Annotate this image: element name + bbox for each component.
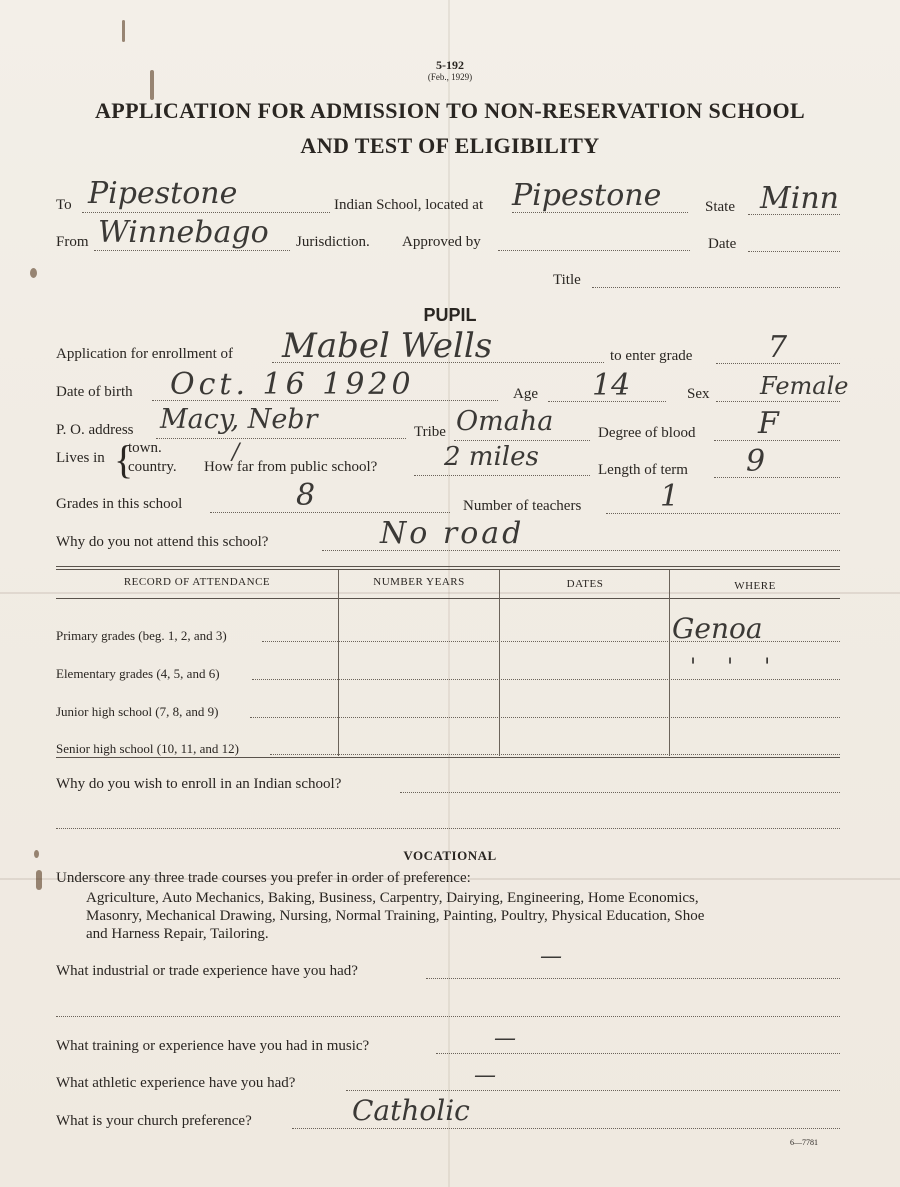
to-value: Pipestone — [88, 176, 238, 211]
form-revision: (Feb., 1929) — [427, 72, 473, 82]
lives-brace: { — [114, 437, 134, 482]
courses-line-3: and Harness Repair, Tailoring. — [86, 926, 269, 942]
courses-line-1: Agriculture, Auto Mechanics, Baking, Business, Carpentry, Dairying, Engineering, Home Economics, — [86, 890, 699, 906]
church-label: What is your church preference? — [56, 1113, 252, 1129]
music-label: What training or experience have you had in music? — [56, 1038, 370, 1054]
table-top-rule — [56, 566, 840, 567]
row-primary-where: Genoa — [672, 612, 763, 645]
to-label: To — [56, 197, 72, 213]
from-value: Winnebago — [98, 215, 269, 250]
why-not-value: No road — [380, 516, 525, 551]
table-column-divider — [499, 570, 500, 756]
dob-value: Oct. 16 1920 — [170, 367, 415, 402]
header-years: NUMBER YEARS — [373, 576, 465, 588]
courses-line-2: Masonry, Mechanical Drawing, Nursing, Normal Training, Painting, Poultry, Physical Education, Shoe — [86, 908, 705, 924]
form-title-line1: APPLICATION FOR ADMISSION TO NON-RESERVATION SCHOOL — [94, 98, 806, 123]
po-label: P. O. address — [56, 422, 134, 438]
industrial-line[interactable] — [426, 978, 840, 979]
vocational-heading: VOCATIONAL — [403, 848, 497, 863]
sex-label: Sex — [687, 386, 710, 402]
po-line[interactable] — [156, 438, 406, 439]
grade-label: to enter grade — [610, 348, 693, 364]
footer-code: 6—7781 — [790, 1138, 818, 1147]
why-enroll-label: Why do you wish to enroll in an Indian school? — [56, 776, 342, 792]
why-not-label: Why do you not attend this school? — [56, 534, 269, 550]
header-record: RECORD OF ATTENDANCE — [123, 576, 271, 588]
grades-value: 8 — [296, 478, 316, 513]
row-junior-label: Junior high school (7, 8, and 9) — [56, 704, 219, 719]
term-line[interactable] — [714, 477, 840, 478]
dob-label: Date of birth — [56, 384, 133, 400]
from-label: From — [56, 234, 89, 250]
town-mark: / — [232, 440, 240, 465]
music-line[interactable] — [436, 1053, 840, 1054]
howfar-value: 2 miles — [444, 442, 539, 472]
country-label: country. — [128, 459, 177, 475]
music-value: — — [494, 1026, 516, 1051]
form-title-line2: AND TEST OF ELIGIBILITY — [300, 133, 600, 158]
athletic-line[interactable] — [346, 1090, 840, 1091]
row-elementary-label: Elementary grades (4, 5, and 6) — [56, 666, 220, 681]
age-value: 14 — [592, 368, 631, 403]
fold-crease — [0, 592, 900, 594]
row-elementary-where: ' ' ' — [690, 655, 783, 680]
lives-label: Lives in — [56, 450, 105, 466]
approved-line[interactable] — [498, 250, 690, 251]
athletic-value: — — [474, 1063, 496, 1088]
tribe-line[interactable] — [454, 440, 590, 441]
tribe-label: Tribe — [414, 424, 446, 440]
vocational-instruction: Underscore any three trade courses you prefer in order of preference: — [56, 870, 471, 886]
ink-mark — [150, 70, 154, 100]
industrial-line-2[interactable] — [56, 1016, 840, 1017]
title-line[interactable] — [592, 287, 840, 288]
ink-mark — [36, 870, 42, 890]
state-label: State — [705, 199, 735, 215]
grade-value: 7 — [768, 330, 788, 365]
church-value: Catholic — [352, 1094, 470, 1127]
table-header-rule — [56, 598, 840, 599]
title-label: Title — [553, 272, 581, 288]
age-label: Age — [513, 386, 538, 402]
town-label: town. — [128, 440, 162, 456]
approved-label: Approved by — [402, 234, 481, 250]
grades-line[interactable] — [210, 512, 450, 513]
form-number: 5-192 — [436, 58, 464, 72]
teachers-label: Number of teachers — [463, 498, 582, 514]
sex-value: Female — [760, 372, 849, 400]
blood-label: Degree of blood — [598, 425, 696, 441]
table-top-rule — [56, 569, 840, 570]
date-label: Date — [708, 236, 737, 252]
name-value: Mabel Wells — [282, 326, 493, 366]
row-junior-line[interactable] — [250, 717, 840, 718]
industrial-value: — — [540, 944, 562, 969]
athletic-label: What athletic experience have you had? — [56, 1075, 296, 1091]
row-senior-line[interactable] — [270, 754, 840, 755]
why-enroll-line[interactable] — [400, 792, 840, 793]
teachers-value: 1 — [660, 479, 680, 514]
pupil-heading: PUPIL — [423, 305, 477, 325]
state-value: Minn — [760, 181, 839, 216]
school-label: Indian School, located at — [334, 197, 484, 213]
row-primary-label: Primary grades (beg. 1, 2, and 3) — [56, 628, 227, 643]
industrial-label: What industrial or trade experience have you had? — [56, 963, 358, 979]
row-senior-label: Senior high school (10, 11, and 12) — [56, 741, 239, 756]
grades-label: Grades in this school — [56, 496, 183, 512]
location-value: Pipestone — [512, 178, 662, 213]
header-dates: DATES — [566, 578, 604, 590]
table-column-divider — [669, 570, 670, 756]
table-column-divider — [338, 570, 339, 756]
enroll-label: Application for enrollment of — [56, 346, 234, 362]
ink-mark — [30, 268, 37, 278]
ink-mark — [34, 850, 39, 858]
term-value: 9 — [746, 444, 766, 479]
sex-line[interactable] — [716, 401, 840, 402]
term-label: Length of term — [598, 462, 688, 478]
ink-mark — [122, 20, 125, 42]
tribe-value: Omaha — [456, 406, 554, 437]
church-line[interactable] — [292, 1128, 840, 1129]
from-line[interactable] — [94, 250, 290, 251]
po-value: Macy, Nebr — [160, 404, 318, 435]
to-line[interactable] — [82, 212, 330, 213]
blood-value: F — [758, 406, 779, 441]
teachers-line[interactable] — [606, 513, 840, 514]
jurisdiction-label: Jurisdiction. — [296, 234, 370, 250]
fold-crease — [448, 0, 450, 1187]
howfar-label: How far from public school? — [204, 459, 378, 475]
header-where: WHERE — [734, 580, 776, 592]
howfar-line[interactable] — [414, 475, 590, 476]
table-bottom-rule — [56, 757, 840, 758]
why-enroll-line-2[interactable] — [56, 828, 840, 829]
date-line[interactable] — [748, 251, 840, 252]
